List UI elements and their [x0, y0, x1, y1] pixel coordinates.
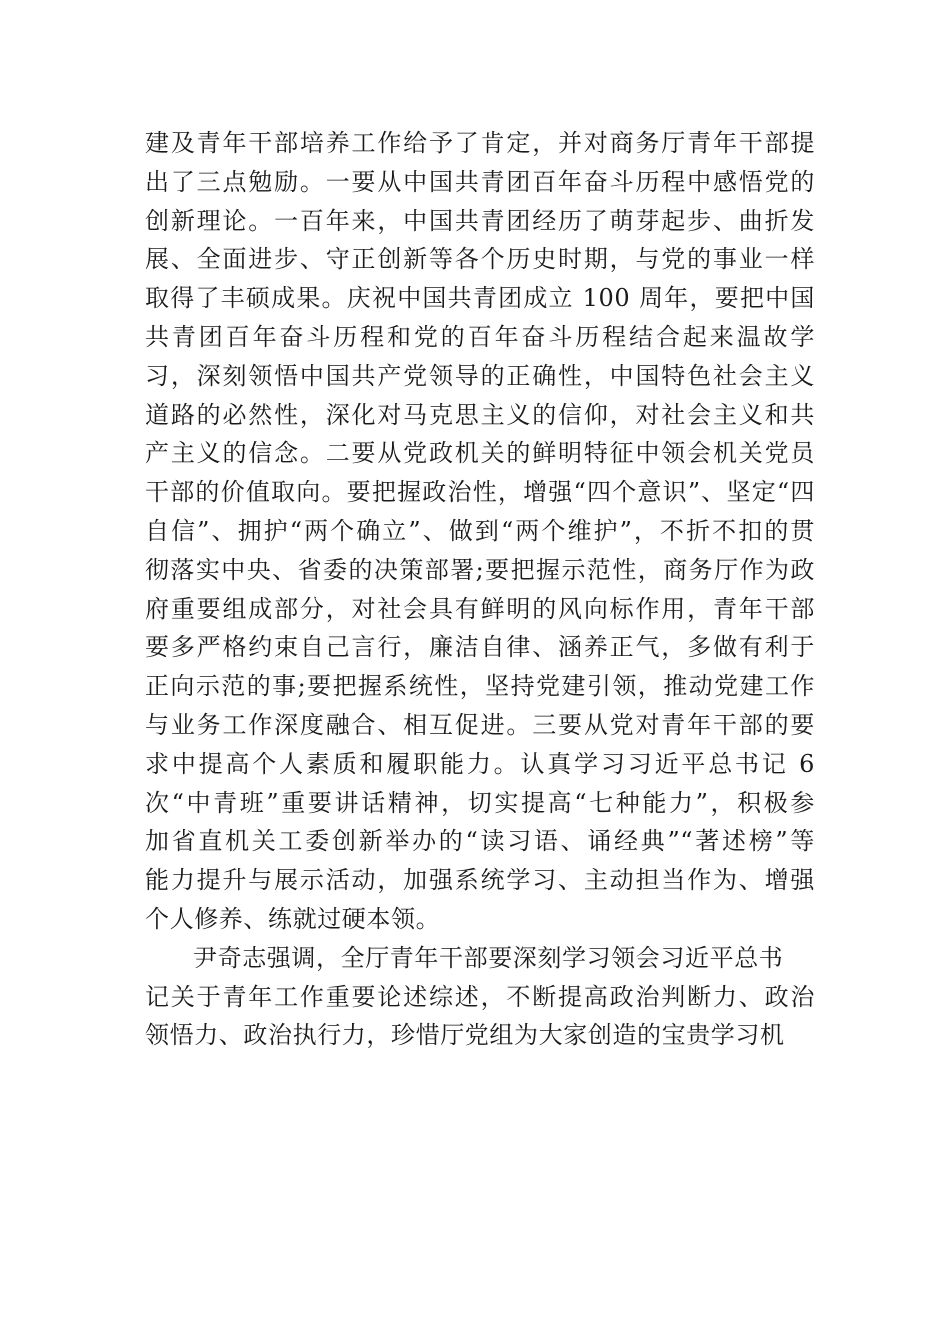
paragraph-2-line: 领悟力、政治执行力，珍惜厅党组为大家创造的宝贵学习机: [145, 1021, 785, 1050]
paragraph-2-line: 记关于青年工作重要论述综述，不断提高政治判断力、政治: [145, 982, 815, 1011]
paragraph-1-line: 正向示范的事;要把握系统性，坚持党建引领，推动党建工作: [145, 672, 815, 701]
paragraph-1-line: 要多严格约束自己言行，廉洁自律、涵养正气，多做有利于: [145, 633, 815, 662]
paragraph-1-line: 出了三点勉励。一要从中国共青团百年奋斗历程中感悟党的: [145, 167, 815, 196]
paragraph-1-line: 展、全面进步、守正创新等各个历史时期，与党的事业一样: [145, 245, 815, 274]
paragraph-1-line: 府重要组成部分，对社会具有鲜明的风向标作用，青年干部: [145, 594, 815, 623]
paragraph-1-line: 与业务工作深度融合、相互促进。三要从党对青年干部的要: [145, 710, 815, 739]
paragraph-1-line: 次“中青班”重要讲话精神，切实提高“七种能力”，积极参: [145, 788, 815, 817]
paragraph-1-line: 自信”、拥护“两个确立”、做到“两个维护”，不折不扣的贯: [145, 516, 815, 545]
paragraph-1-line: 加省直机关工委创新举办的“读习语、诵经典”“著述榜”等: [145, 827, 815, 856]
paragraph-1-line: 创新理论。一百年来，中国共青团经历了萌芽起步、曲折发: [145, 206, 815, 235]
paragraph-1-line: 建及青年干部培养工作给予了肯定，并对商务厅青年干部提: [145, 129, 815, 157]
paragraph-1-line: 求中提高个人素质和履职能力。认真学习习近平总书记 6: [145, 749, 815, 778]
paragraph-2-first-line: 尹奇志强调，全厅青年干部要深刻学习领会习近平总书: [193, 943, 784, 972]
paragraph-1-line: 干部的价值取向。要把握政治性，增强“四个意识”、坚定“四: [145, 478, 815, 507]
paragraph-1-line: 习，深刻领悟中国共产党领导的正确性，中国特色社会主义: [145, 361, 815, 390]
paragraph-1-line: 能力提升与展示活动，加强系统学习、主动担当作为、增强: [145, 866, 815, 895]
paragraph-1-line: 取得了丰硕成果。庆祝中国共青团成立 100 周年，要把中国: [145, 284, 815, 313]
paragraph-1-line: 道路的必然性，深化对马克思主义的信仰，对社会主义和共: [145, 400, 815, 429]
paragraph-1-line: 彻落实中央、省委的决策部署;要把握示范性，商务厅作为政: [145, 555, 815, 584]
paragraph-1-line: 产主义的信念。二要从党政机关的鲜明特征中领会机关党员: [145, 439, 815, 468]
paragraph-1-last-line: 个人修养、练就过硬本领。: [145, 904, 441, 933]
body-text: [145, 124, 815, 1055]
paragraph-1-line: 共青团百年奋斗历程和党的百年奋斗历程结合起来温故学: [145, 322, 815, 351]
